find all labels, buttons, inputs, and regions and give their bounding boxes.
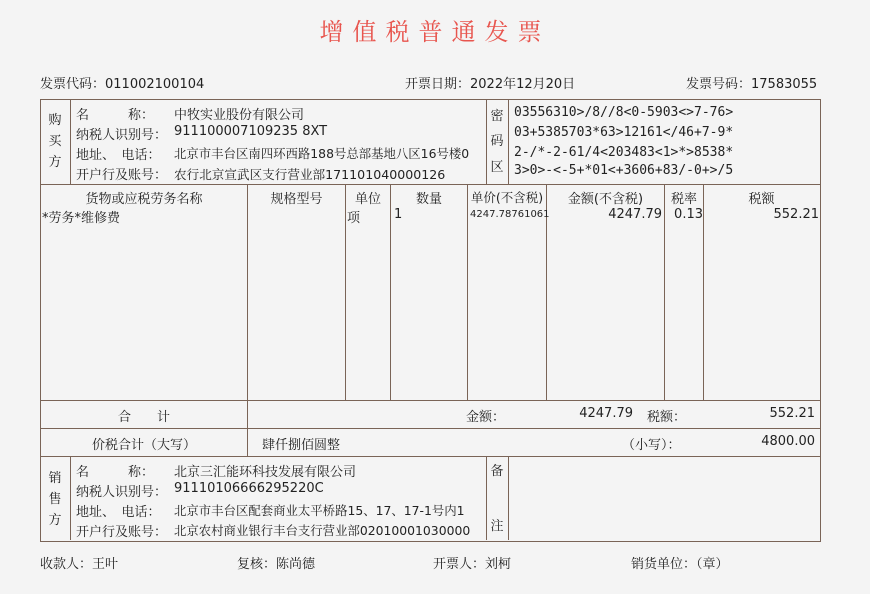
- seller-side-label-1: 销: [48, 471, 62, 486]
- item-price: 4247.78761061: [470, 209, 550, 220]
- invoice-date-value: 2022年12月20日: [470, 77, 576, 92]
- column-header-unit: 单位: [354, 192, 381, 207]
- cipher-line: 3>0>-<-5+*01<+3606+83/-0+>/5: [514, 163, 734, 178]
- payee-value: 王叶: [92, 557, 119, 572]
- grand-total-small-label: （小写）：: [622, 438, 681, 453]
- cipher-line: 03556310>/8//8<0-5903<>7-76>: [514, 105, 734, 120]
- reviewer-value: 陈尚德: [276, 557, 316, 572]
- invoice-date: [405, 73, 575, 92]
- drawer-value: 刘柯: [485, 557, 512, 572]
- divider: [70, 99, 71, 184]
- divider: [40, 400, 821, 401]
- payee-label: 收款人：: [40, 557, 93, 572]
- buyer-side-label-3: 方: [48, 155, 62, 170]
- cipher-side-label-1: 密: [490, 109, 504, 124]
- grand-total-words: 肆仟捌佰圆整: [262, 438, 341, 453]
- cipher-line: 2-/*-2-61/4<203483<1>*>8538*: [514, 145, 734, 160]
- invoice-title: 增值税普通发票: [319, 18, 551, 46]
- invoice-number-value: 17583055: [751, 77, 818, 92]
- seller-side-label-2: 售: [48, 492, 62, 507]
- column-header-spec: 规格型号: [270, 192, 323, 207]
- totals-amount: 4247.79: [579, 406, 633, 421]
- seller-address: 北京市丰台区配套商业太平桥路15、17、17-1号内1: [174, 503, 465, 518]
- item-unit: 项: [347, 211, 361, 226]
- remarks-side-label-2: 注: [490, 519, 504, 534]
- divider: [247, 184, 248, 400]
- remarks-side-label-1: 备: [490, 464, 504, 479]
- drawer-label: 开票人：: [433, 557, 486, 572]
- buyer-bank: 农行北京宣武区支行营业部171101040000126: [174, 167, 446, 182]
- invoice-number-label: 发票号码：: [686, 77, 752, 92]
- invoice-date-label: 开票日期：: [405, 77, 471, 92]
- column-header-amount: 金额(不含税): [567, 192, 644, 207]
- seller-bank: 北京农村商业银行丰台支行营业部02010001030000: [174, 523, 471, 538]
- column-header-qty: 数量: [415, 192, 442, 207]
- payee: [40, 553, 118, 572]
- divider: [70, 456, 71, 540]
- cipher-side-label-2: 码: [490, 134, 504, 149]
- grand-total-label: 价税合计（大写）: [91, 438, 196, 453]
- totals-tax-label: 税额：: [647, 410, 687, 425]
- seller-name: 北京三汇能环科技发展有限公司: [174, 465, 357, 480]
- invoice-number: [686, 73, 817, 92]
- totals-tax: 552.21: [769, 406, 815, 421]
- divider: [40, 456, 821, 457]
- item-rate: 0.13: [674, 207, 703, 222]
- reviewer: [237, 553, 315, 572]
- buyer-name: 中牧实业股份有限公司: [174, 108, 305, 123]
- divider: [390, 184, 391, 400]
- seller-stamp-label: 销货单位：（章）: [631, 557, 729, 572]
- seller-name-label: 名 称：: [76, 465, 155, 480]
- totals-label: 合 计: [117, 410, 170, 425]
- invoice-code: [40, 73, 204, 92]
- totals-amount-label: 金额：: [466, 410, 506, 425]
- invoice-code-value: 011002100104: [105, 77, 205, 92]
- cipher-line: 03+5385703*63>12161</46+7-9*: [514, 125, 734, 140]
- seller-tax-id: 91110106666295220C: [174, 481, 324, 496]
- invoice-code-label: 发票代码：: [40, 77, 106, 92]
- buyer-address-label: 地址、 电话：: [76, 148, 161, 163]
- divider: [247, 400, 248, 456]
- item-tax: 552.21: [773, 207, 819, 222]
- item-amount: 4247.79: [608, 207, 662, 222]
- column-header-name: 货物或应税劳务名称: [85, 192, 203, 207]
- seller-side-label-3: 方: [48, 513, 62, 528]
- divider: [40, 428, 821, 429]
- drawer: [433, 553, 511, 572]
- column-header-rate: 税率: [670, 192, 697, 207]
- reviewer-label: 复核：: [237, 557, 277, 572]
- buyer-side-label-2: 买: [48, 134, 62, 149]
- column-header-tax: 税额: [748, 192, 775, 207]
- column-header-price: 单价(不含税): [470, 190, 544, 205]
- seller-address-label: 地址、 电话：: [76, 505, 161, 520]
- divider: [467, 184, 468, 400]
- buyer-side-label-1: 购: [48, 113, 62, 128]
- item-qty: 1: [394, 207, 403, 222]
- seller-tax-id-label: 纳税人识别号：: [76, 485, 168, 500]
- buyer-bank-label: 开户行及账号：: [76, 168, 168, 183]
- buyer-tax-id-label: 纳税人识别号：: [76, 128, 168, 143]
- cipher-side-label-3: 区: [490, 160, 504, 175]
- divider: [345, 184, 346, 400]
- buyer-tax-id: 911100007109235 8XT: [174, 124, 328, 139]
- seller-bank-label: 开户行及账号：: [76, 525, 168, 540]
- item-name: *劳务*维修费: [42, 211, 121, 226]
- remarks-area: [510, 458, 818, 538]
- buyer-name-label: 名 称：: [76, 108, 155, 123]
- buyer-address: 北京市丰台区南四环西路188号总部基地八区16号楼0: [174, 146, 470, 161]
- grand-total-amount: 4800.00: [761, 434, 815, 449]
